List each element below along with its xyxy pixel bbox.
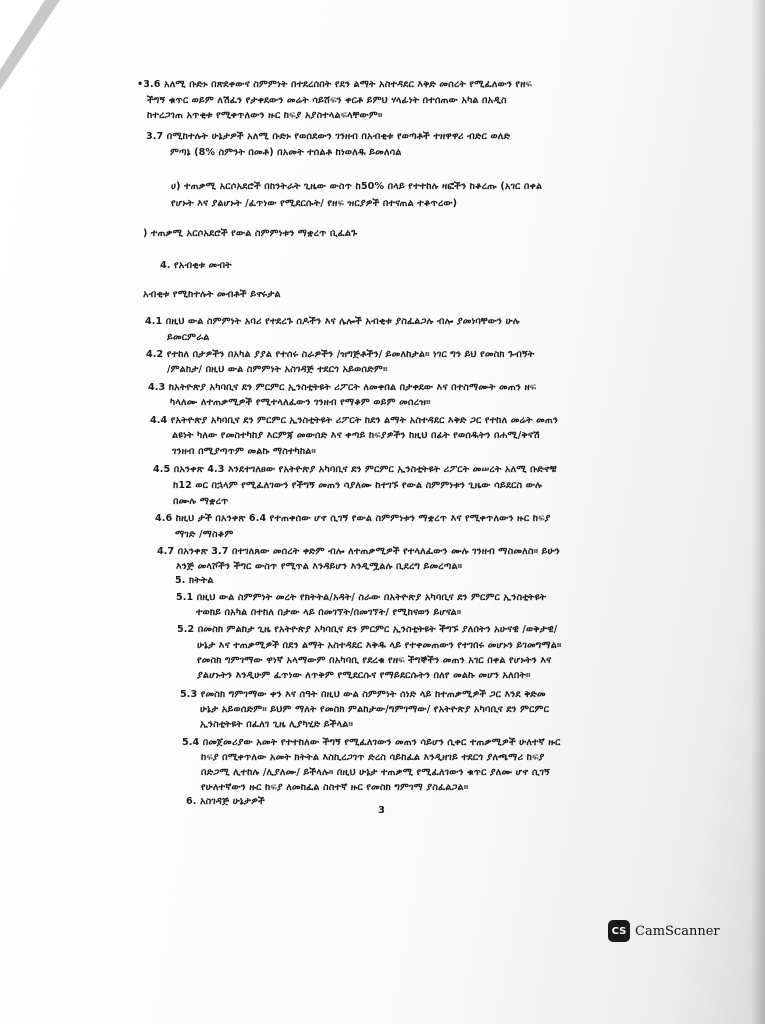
section-heading: 4. የአብቂቱ መብት (160, 260, 232, 271)
text-line: 4.7 በአንቀጽ 3.7 በተገለጸው መሰረት ቀድም ብሎ ለተጠቃሚዎች የተላለፈውን ሙሉ ገንዘብ ማስመለስ። ይሁን (157, 546, 560, 557)
text-line: በሙሉ ማቋረጥ (173, 496, 229, 507)
text-line: የሆኑት እና ያልሆኑት /ፈጥነው የሚደርሱት/ የዘፍ ዝርያዎች በተናጠል ተቆጥረው) (171, 198, 458, 209)
section-heading: 5. ክትትል (175, 575, 214, 586)
text-line: ገንዘብ በሚያጣጥም መልኩ ማስተካከል። (172, 446, 317, 457)
text-line: •3.6 አለሚ ቡድኑ በጽደቀውና ስምምነት በተደረሰበት የደን ልማት አስተዳደር እቅድ መሰረት የሚፈለውን የዘፍ (137, 79, 532, 90)
text-line: 3.7 በሚከተሉት ሁኔታዎች አለሚ ቡድኑ የወሰደውን ገንዘብ በአብቂቱ የወጣቶች ተዘዋዋሪ ብድር ወለድ (146, 131, 511, 142)
text-line: /ምልከታ/ በዚህ ውል ስምምነት አስገዳጅ ተደርጎ አይወሰድም። (167, 364, 388, 375)
text-line: ሀ) ተጠቃሚ አርሶአደሮች በከንትራት ጊዜው ውስጥ ከ50% በላይ የተተከሉ ዛፎችን ከቆረጡ (አገር በቀል (171, 181, 543, 192)
text-line: ኢንስቲትዩት በፈለገ ጊዜ ሊያካሂድ ይችላል። (200, 719, 354, 730)
text-line: ሁኔታ አይወሰድም። ይህም ማለት የመስክ ምልከታው/ግምገማው/ የአትዮጵያ አካባቢና ደን ምርምር (200, 704, 550, 715)
text-line: 4.3 ከአትዮጵያ አካባቢና ደን ምርምር ኢንስቲትዩት ሪፖርት ለመቀበል በታቀደው እና በተስማሙት መጠን ዘፍ (148, 382, 537, 393)
text-line: የሁለተኛውን ዙር ከፍያ ለመከፈል ስስተኛ ዙር የመስክ ግምገማ ያስፈልጋል። (201, 782, 469, 793)
text-line: በድጋሚ ሊተከሉ /ሊያለሙ/ ይችላሉ። በዚህ ሁኔታ ተጠቃሚ የሚፈለገውን ቁጥር ያለሙ ሆኖ ሲገኝ (201, 767, 550, 778)
text-line: ካላለሙ ለተጠቃሚዎች የሚተላለፈውን ገንዘብ የማቆም ወይም መሰረዝ። (170, 397, 431, 408)
text-line: ተወክይ በአካል በተከለ በታው ላይ በመገኘት/በመገኘት/ የሚከናወን ይሆናል። (196, 607, 462, 618)
text-line: 4.5 በአንቀጽ 4.3 እንደተገለፀው የአትዮጵያ አካባቢና ደን ምርምር ኢንስቲትዩት ሪፖርት መሠረት አለሚ ቡድኖቹ (153, 464, 557, 475)
camscanner-watermark (608, 920, 720, 942)
text-line: ከተረጋገጠ አጥቂቱ የሚቀጥለውን ዙር ከፍያ አያስተላልፍላቸውም። (147, 110, 383, 121)
text-line: ምጣኔ (8% ስምንት በመቶ) በአመት ተሰልቶ ከነወለዱ ይመለሳል (170, 147, 402, 158)
text-line: ልዩነት ካለው የመስተካከያ እርምጃ መውሰድ እና ቀጣይ ከፍያዎችን ከዚህ በፊት የወሰዱትን በሐሚ/ቅናሽ (172, 430, 540, 441)
camscanner-logo-icon: CS (608, 920, 630, 942)
text-line: ከ12 ወር በኋላም የሚፈለገውን የችግኝ መጠን ሳያለሙ ከተገኙ የውል ስምምነቱን ጊዜው ሳይደርስ ውሉ (173, 480, 542, 491)
text-line: ማገድ /ማስቆም (175, 529, 234, 540)
text-line: የመስክ ግምገማው ዋነኛ አላማውም በአካባቢ የደረቁ የዘፍ ችግኞችን መጠን አገር በቀል የሆኑትን እና (197, 655, 552, 666)
page-edge-shadow (751, 0, 765, 1024)
text-line: ይመርምራል (167, 332, 210, 343)
page-number: 3 (378, 805, 385, 816)
text-line: ከፍያ በሚቀጥለው አመት ክትትል እስኪረጋገጥ ድረስ ሳይከፈል እንዲዘገይ ተደርጎ ያለጫማሪ ከፍያ (201, 752, 545, 763)
text-line: 4.4 የአትዮጵያ አካባቢና ደን ምርምር ኢንስቲትዩት ሪፖርት ከደን ልማት አስተዳደር እቅድ ጋር የተከለ መሬት መጠን (150, 415, 559, 426)
text-line: ያልሆኑትን እንዲሁም ፈጥነው ለጥቅም የሚደርሱና የማይደርሱትን በለየ መልኩ መሆን አለበት። (197, 670, 531, 681)
text-line: 4.6 ከዚህ ታች በአንቀጽ 6.4 የተጠቀሰው ሆኖ ሲገኝ የውል ስምምነቱን ማቋረጥ እና የሚቀጥለውን ዙር ከፍያ (155, 513, 551, 524)
text-line: 4.2 የተከለ በታዎችን በአካል ያያል የተሰሩ ስራዎችን /ዝግጅቶችን/ ይመለከታል። ነገር ግን ይህ የመስክ ጉብኝት (146, 349, 535, 360)
text-line: 5.3 የመስክ ግምገማው ቀን እና ሰዓት በዚህ ውል ስምምነት ሰነድ ላይ ከተጠቃሚዎች ጋር እንደ ቅድመ (180, 689, 546, 700)
text-line: ችግኝ ቁጥር ወይም ለሽፈን የታቀደውን መሬት ሳይሸፍን ቀርቶ ይምህ ሃላፊነት በተሰጠው አካል በአዲስ (147, 95, 507, 106)
text-line: ) ተጠቃሚ አርሶአደሮች የውል ስምምነቱን ማቋረጥ ቢፈልጉ (143, 228, 358, 239)
camscanner-label: CamScanner (635, 923, 720, 939)
text-line: 5.2 በመስክ ምልከታ ጊዜ የአትዮጵያ አካባቢና ደን ምርምር ኢንስቲትዩት ችግኙ ያለበትን አሁናዊ /ወቅታዊ/ (177, 624, 558, 635)
text-line: 4.1 በዚህ ውል ስምምነት አባሪ የተደረጉ ሰዶችን እና ሌሎች አብቂቱ ያስፈልጋሉ ብሎ ያመነባቸውን ሁሉ (145, 316, 520, 327)
text-line: 5.1 በዚህ ውል ስምምነት መረት የክትትል/አዳት/ ስራው በአትዮጵያ አካባቢና ደን ምርምር ኢንስቲትዩት (176, 592, 547, 603)
text-line: አብቂቱ የሚከተሉት መብቶች ይኖሩታል (143, 289, 281, 300)
text-line: 5.4 በመጀመሪያው አመት የተተከለው ችግኝ የሚፈለገውን መጠን ሳይሆን ሲቀር ተጠቃሚዎች ሁለተኛ ዙር (182, 737, 561, 748)
section-heading: 6. አስገዳጅ ሁኔታዎች (186, 796, 265, 807)
text-line: እንጅ መላሾችን ችግር ውስጥ የሚጥል እንዳይሆን እንዲሟልሉ ቢደረግ ይመረጣል። (176, 561, 463, 572)
text-line: ሁኔታ እና ተጠቃሚዎች በደን ልማት አስተዳደር እቅዱ ላይ የተቀመጠውን የተገበሩ መሆኑን ይገመግማል። (197, 640, 562, 651)
folded-corner (0, 0, 45, 70)
